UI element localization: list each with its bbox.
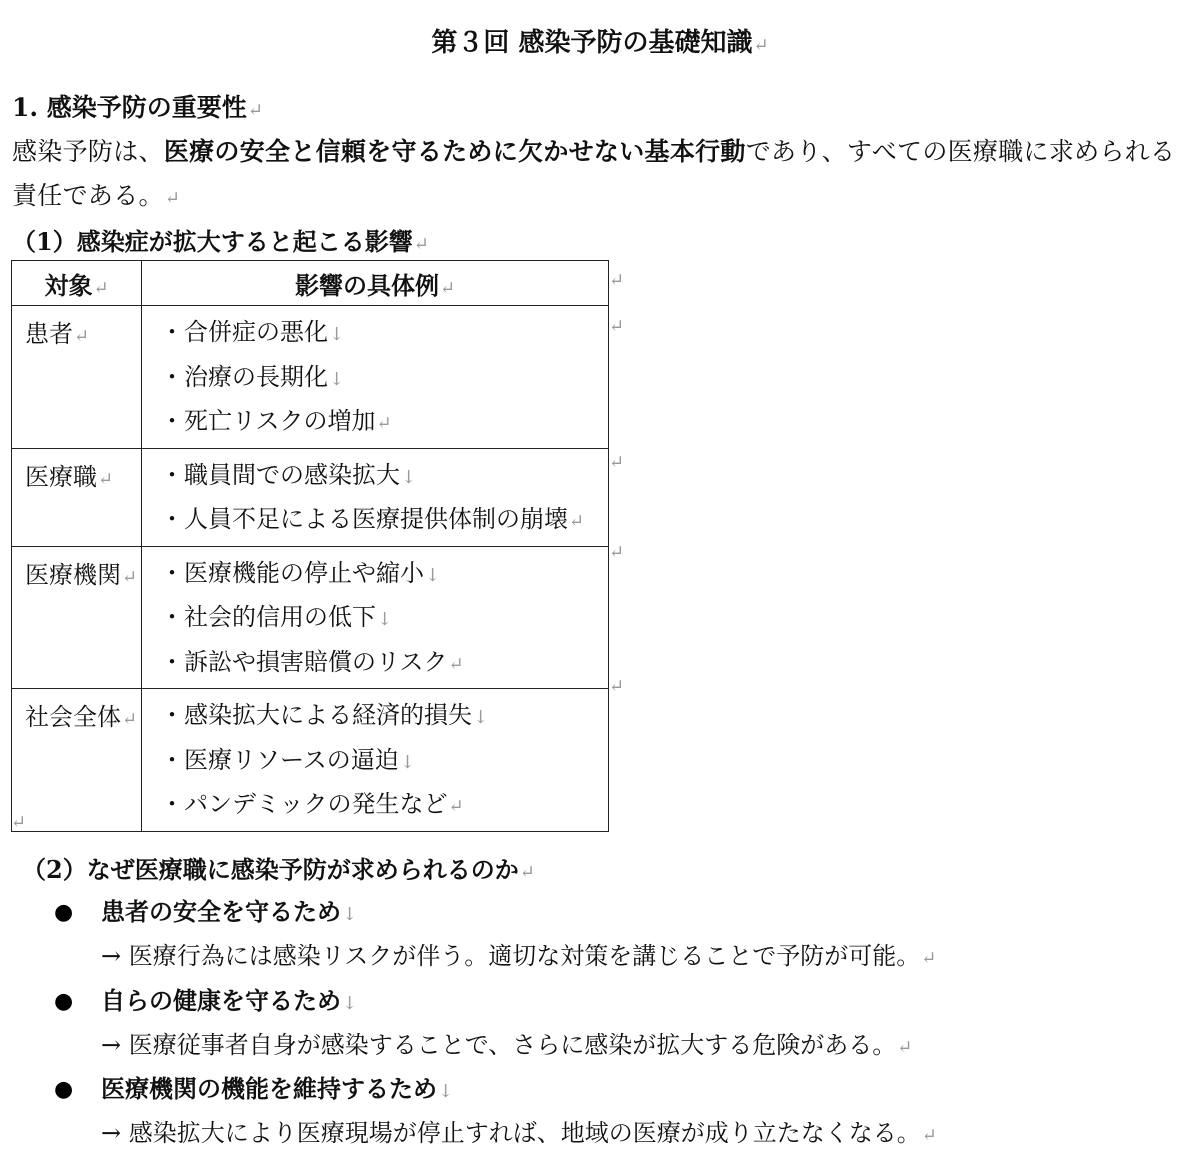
table-row — [12, 448, 609, 546]
paragraph-mark: ↵ — [98, 468, 114, 490]
row-end-mark: ↵ — [609, 270, 625, 291]
list-item: ● 自らの健康を守るため↓ — [0, 979, 1200, 1023]
paragraph-mark: ↵ — [897, 1036, 913, 1058]
table-cell-examples — [142, 546, 609, 689]
bullet-icon: ● — [54, 899, 74, 925]
intro-paragraph — [12, 130, 1200, 221]
subsection-heading-impact: （1）感染症が拡大すると起こる影響↵ — [12, 227, 429, 256]
reasons-list — [0, 890, 1200, 1156]
table-cell-target: 患者↵ — [12, 306, 142, 449]
example-item: ・社会的信用の低下↓ — [160, 603, 393, 631]
intro-suffix: であり、すべての医療職に求められる責任である。 — [12, 137, 1176, 210]
table-cell-target: 医療機関↵ — [12, 546, 142, 689]
line-break-mark: ↓ — [425, 564, 441, 586]
row-end-mark: ↵ — [609, 316, 625, 337]
line-break-mark: ↓ — [342, 904, 358, 925]
intro-prefix: 感染予防は、 — [12, 137, 164, 166]
example-item: ・治療の長期化↓ — [160, 362, 345, 391]
section-heading: 1. 感染予防の重要性↵ — [12, 93, 263, 122]
list-item: ● 患者の安全を守るため↓ — [0, 890, 1200, 934]
paragraph-mark: ↵ — [122, 709, 138, 730]
paragraph-mark: ↵ — [569, 511, 585, 532]
table-row — [12, 689, 609, 832]
table-cell-examples — [142, 689, 609, 832]
row-end-mark: ↵ — [609, 542, 625, 563]
paragraph-mark: ↵ — [921, 948, 937, 969]
line-break-mark: ↓ — [399, 751, 415, 773]
table-cell-target: 社会全体↵ — [12, 689, 142, 832]
example-item: ・感染拡大による経済的損失↓ — [160, 701, 489, 729]
example-item: ・医療リソースの逼迫↓ — [160, 745, 415, 774]
table-cell-examples — [142, 448, 609, 546]
paragraph-mark: ↵ — [74, 326, 90, 347]
table-row — [12, 546, 609, 689]
paragraph-mark: ↵ — [439, 277, 456, 299]
table-header-examples: 影響の具体例↵ — [142, 261, 609, 306]
example-item: ・人員不足による医療提供体制の崩壊↵ — [160, 505, 585, 533]
example-item: ・パンデミックの発生など↵ — [160, 790, 464, 818]
table-header-target: 対象↵ — [12, 261, 142, 306]
intro-emphasis: 医療の安全と信頼を守るために欠かせない基本行動 — [163, 137, 746, 166]
example-item: ・医療機能の停止や縮小↓ — [160, 558, 441, 587]
row-end-mark: ↵ — [609, 452, 625, 473]
paragraph-mark: ↵ — [247, 100, 263, 121]
list-item-detail: → 感染拡大により医療現場が停止すれば、地域の医療が成り立たなくなる。↵ — [101, 1119, 937, 1147]
table-header-row — [12, 261, 609, 306]
line-break-mark: ↓ — [377, 609, 393, 630]
example-item: ・訴訟や損害賠償のリスク↵ — [160, 647, 464, 676]
line-break-mark: ↓ — [473, 707, 489, 728]
list-item-detail: → 医療従事者自身が感染することで、さらに感染が拡大する危険がある。↵ — [101, 1030, 913, 1059]
paragraph-mark: ↵ — [448, 796, 464, 817]
subsection-heading-reasons: （2）なぜ医療職に感染予防が求められるのか↵ — [22, 855, 535, 884]
paragraph-mark: ↵ — [376, 413, 392, 434]
paragraph-mark: ↵ — [921, 1125, 937, 1146]
paragraph-mark: ↵ — [93, 277, 109, 299]
row-end-mark: ↵ — [609, 676, 625, 697]
table-cell-target: 医療職↵ — [12, 448, 142, 546]
paragraph-mark: ↵ — [413, 234, 429, 255]
line-break-mark: ↓ — [401, 466, 417, 488]
example-item: ・職員間での感染拡大↓ — [160, 460, 417, 489]
list-item: ● 医療機関の機能を維持するため↓ — [0, 1067, 1200, 1111]
impact-table — [11, 260, 609, 832]
table-cell-examples — [142, 306, 609, 449]
paragraph-mark: ↵ — [519, 862, 535, 883]
paragraph-mark: ↵ — [753, 35, 769, 56]
paragraph-mark: ↵ — [164, 188, 181, 209]
paragraph-mark: ↵ — [122, 566, 138, 588]
empty-paragraph-mark: ↵ — [11, 812, 27, 833]
line-break-mark: ↓ — [438, 1081, 454, 1102]
line-break-mark: ↓ — [329, 368, 345, 390]
line-break-mark: ↓ — [329, 324, 345, 345]
example-item: ・死亡リスクの増加↵ — [160, 407, 392, 435]
list-item-detail: → 医療行為には感染リスクが伴う。適切な対策を講じることで予防が可能。↵ — [101, 942, 937, 970]
bullet-icon: ● — [54, 1076, 74, 1102]
document-title: 第３回 感染予防の基礎知識↵ — [431, 28, 769, 58]
example-item: ・合併症の悪化↓ — [160, 318, 345, 346]
paragraph-mark: ↵ — [448, 653, 464, 675]
table-row — [12, 306, 609, 449]
bullet-icon: ● — [54, 987, 74, 1014]
line-break-mark: ↓ — [342, 992, 358, 1014]
